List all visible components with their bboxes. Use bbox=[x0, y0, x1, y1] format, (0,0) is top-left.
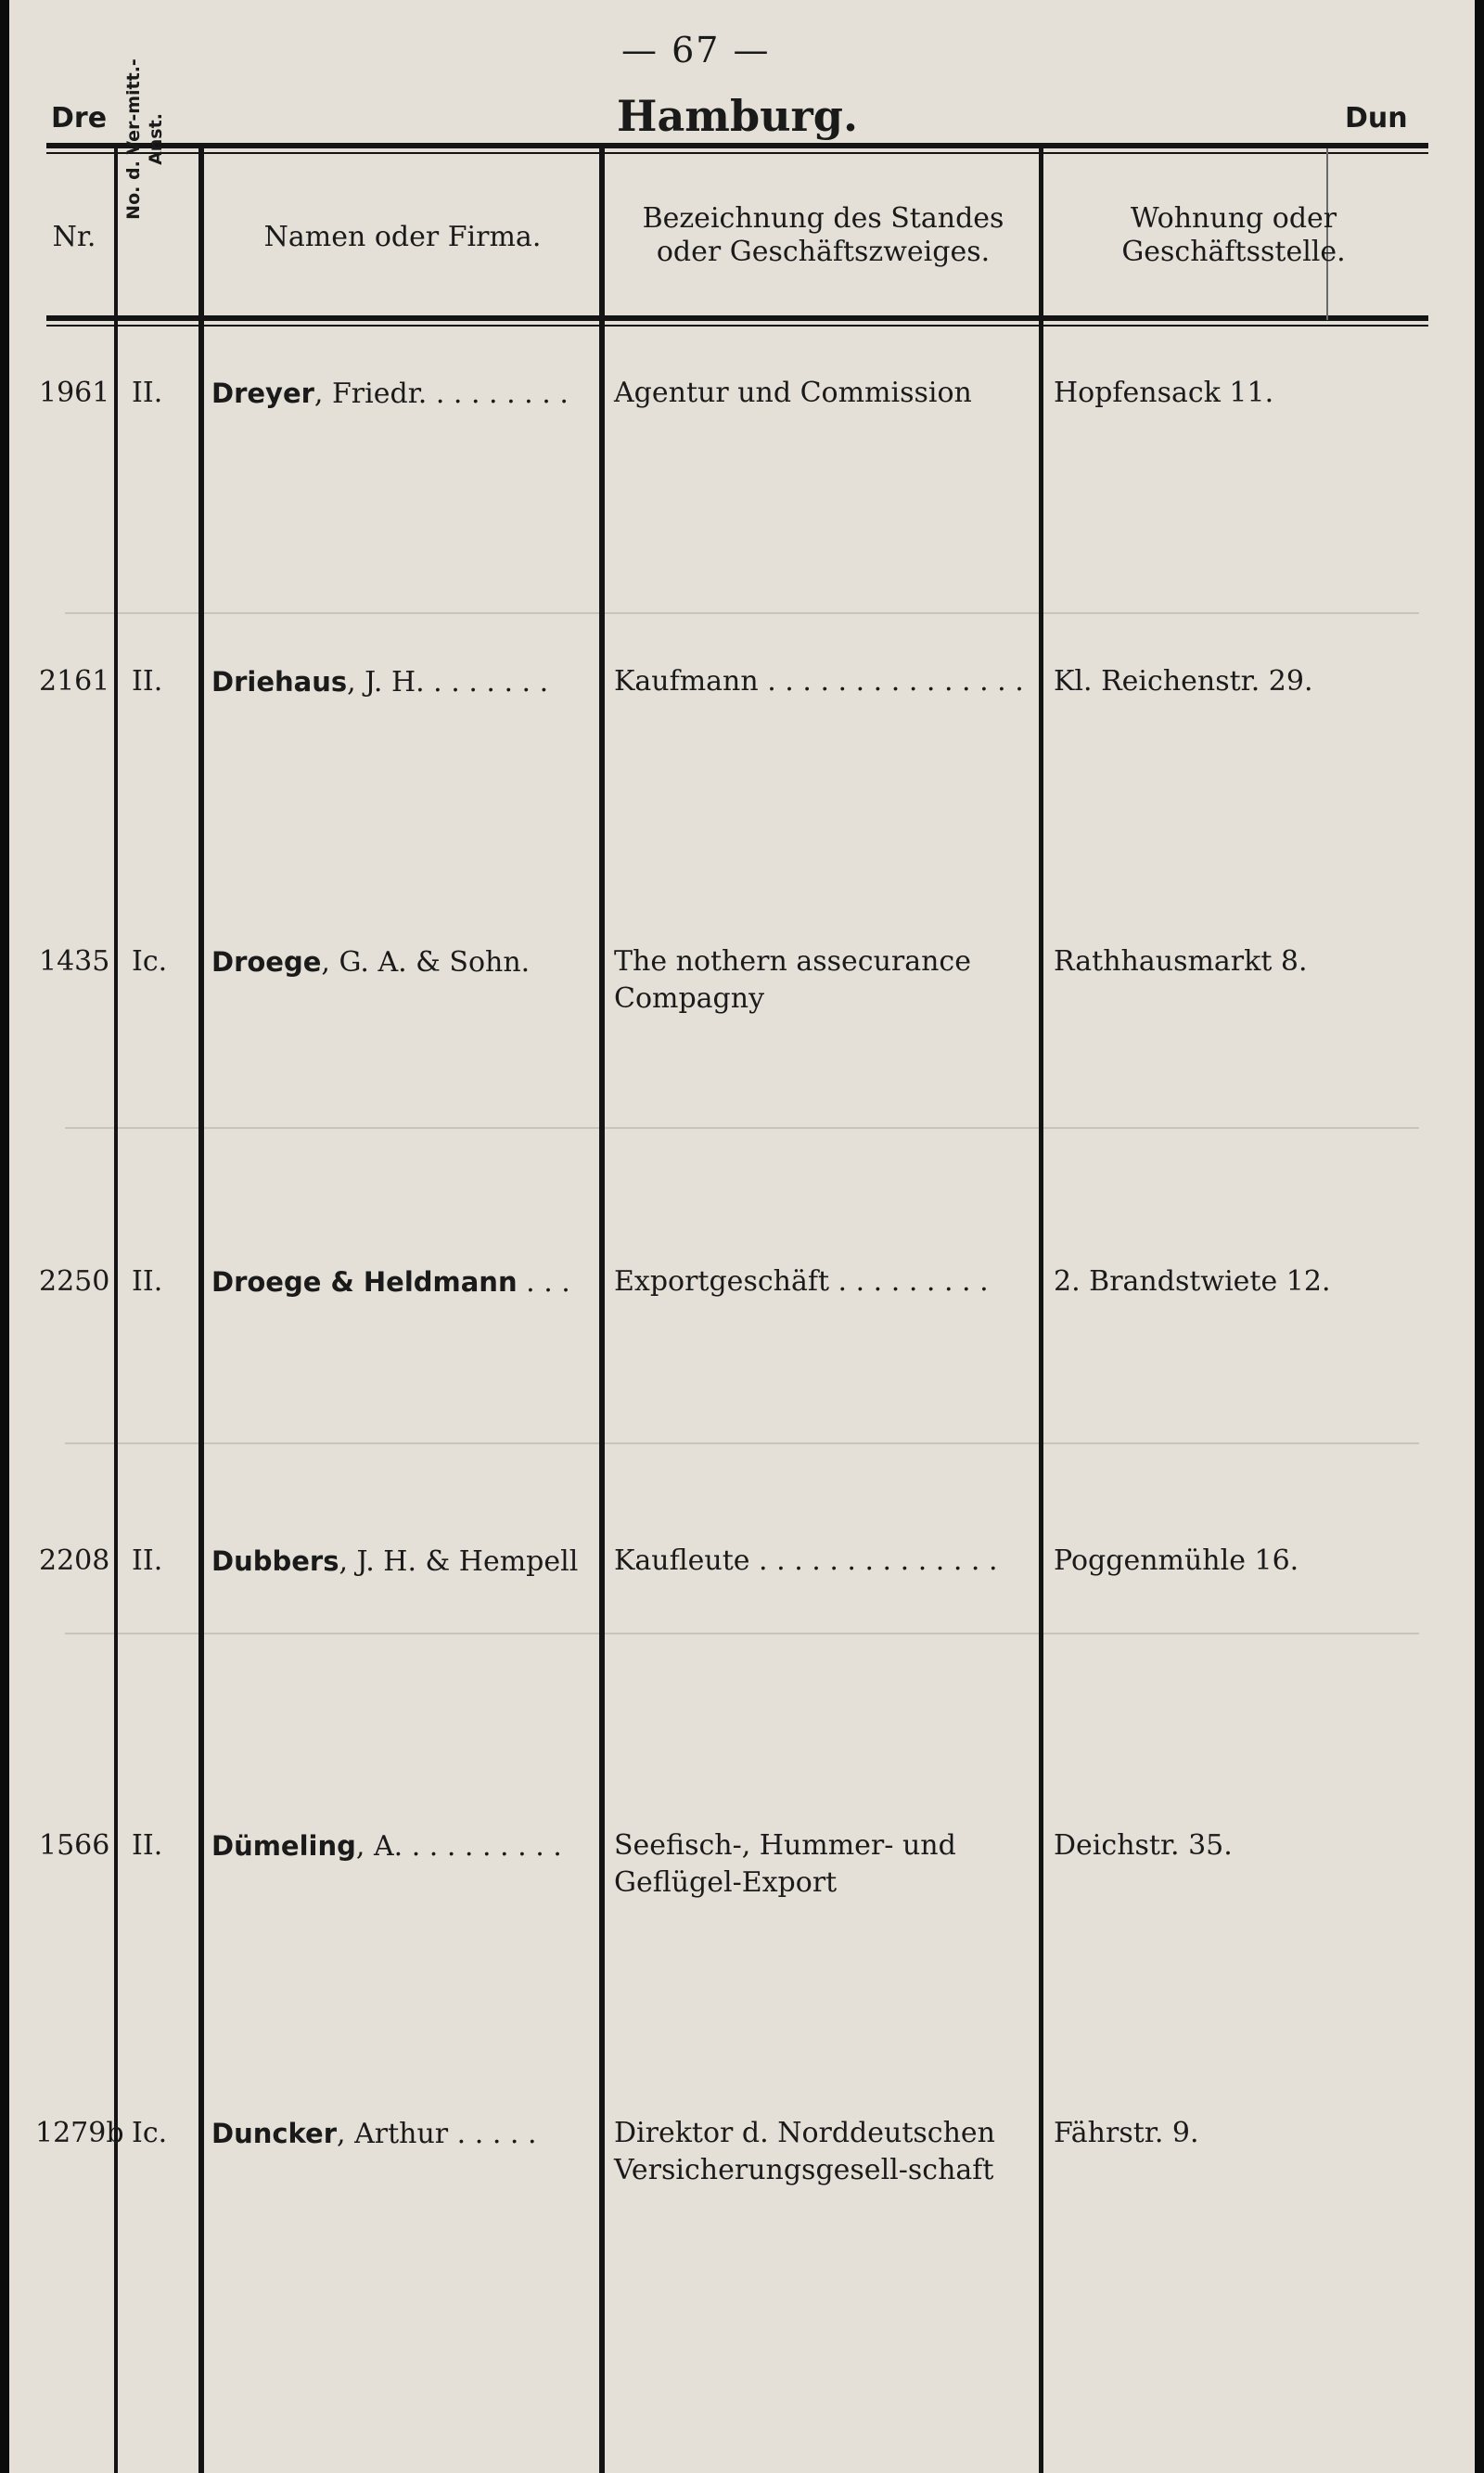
entry-name-bold: Driehaus bbox=[211, 666, 348, 698]
entry-wohnung: Rathhausmarkt 8. bbox=[1054, 945, 1308, 978]
entry-wohnung: Poggenmühle 16. bbox=[1054, 1544, 1299, 1577]
entry-class: Ic. bbox=[132, 2117, 168, 2149]
column-header-wohnung: Wohnung oder Geschäftsstelle. bbox=[1121, 202, 1346, 268]
entry-nr: 1961 bbox=[39, 377, 110, 409]
ledger-page bbox=[9, 0, 1475, 2473]
column-header-vermitt: No. d. Ver-mitt.-Anst. bbox=[123, 58, 166, 220]
entry-stand: Kaufleute . . . . . . . . . . . . . . bbox=[614, 1544, 998, 1577]
show-through-line bbox=[65, 1127, 1419, 1129]
header-bottom-rule-thin bbox=[46, 325, 1428, 327]
column-divider-name bbox=[599, 144, 605, 2473]
index-start-label: Dre bbox=[51, 102, 108, 135]
entry-name bbox=[211, 663, 548, 701]
entry-name-bold: Dümeling bbox=[211, 1830, 356, 1862]
entry-name-rest: , G. A. & Sohn. bbox=[321, 946, 531, 979]
entry-name-rest: , J. H. & Hempell bbox=[339, 1545, 579, 1578]
entry-nr: 2250 bbox=[39, 1265, 110, 1298]
entry-wohnung: Kl. Reichenstr. 29. bbox=[1054, 665, 1313, 698]
column-divider-stand bbox=[1039, 144, 1043, 2473]
entry-class: II. bbox=[132, 1829, 163, 1862]
entry-name-rest: , J. H. . . . . . . . bbox=[347, 666, 549, 698]
entry-stand: The nothern assecurance Compagny bbox=[614, 945, 971, 1015]
entry-name-bold: Droege & Heldmann bbox=[211, 1266, 518, 1298]
entry-stand: Exportgeschäft . . . . . . . . . bbox=[614, 1265, 989, 1298]
entry-name-rest: , A. . . . . . . . . . bbox=[355, 1830, 562, 1863]
header-bottom-rule bbox=[46, 315, 1428, 321]
entry-class: Ic. bbox=[132, 945, 168, 978]
show-through-line bbox=[65, 1442, 1419, 1444]
entry-name bbox=[211, 2115, 537, 2153]
entry-stand: Seefisch-, Hummer- und Geflügel-Export bbox=[614, 1829, 956, 1899]
entry-name-bold: Droege bbox=[211, 946, 322, 978]
entry-wohnung: Hopfensack 11. bbox=[1054, 377, 1274, 409]
entry-nr: 2161 bbox=[39, 665, 110, 698]
entry-name-rest: , Arthur . . . . . bbox=[337, 2118, 537, 2150]
entry-nr: 2208 bbox=[39, 1544, 110, 1577]
entry-name bbox=[211, 1263, 570, 1301]
entry-class: II. bbox=[132, 665, 163, 698]
column-header-nr: Nr. bbox=[52, 221, 96, 253]
column-header-name: Namen oder Firma. bbox=[263, 221, 542, 253]
entry-name bbox=[211, 1827, 562, 1865]
entry-stand: Agentur und Commission bbox=[614, 377, 972, 409]
entry-name-rest: . . . bbox=[517, 1266, 570, 1299]
entry-name bbox=[211, 943, 530, 981]
entry-stand: Kaufmann . . . . . . . . . . . . . . . bbox=[614, 665, 1024, 698]
entry-nr: 1435 bbox=[39, 945, 110, 978]
entry-class: II. bbox=[132, 377, 163, 409]
show-through-line bbox=[65, 1633, 1419, 1634]
header-top-rule bbox=[46, 143, 1428, 148]
entry-nr: 1566 bbox=[39, 1829, 110, 1862]
entry-class: II. bbox=[132, 1544, 163, 1577]
show-through-line bbox=[65, 612, 1419, 614]
entry-stand: Direktor d. Norddeutschen Versicherungsgesell-schaft bbox=[614, 2117, 995, 2186]
index-end-label: Dun bbox=[1345, 102, 1408, 135]
page-number: — 67 — bbox=[621, 30, 771, 70]
city-heading: Hamburg. bbox=[617, 91, 858, 141]
entry-wohnung: Fährstr. 9. bbox=[1054, 2117, 1199, 2149]
entry-name-bold: Duncker bbox=[211, 2118, 338, 2149]
entry-wohnung: Deichstr. 35. bbox=[1054, 1829, 1233, 1862]
entry-nr: 1279b bbox=[35, 2117, 124, 2149]
column-header-stand: Bezeichnung des Standes oder Geschäftszweiges. bbox=[642, 202, 1004, 268]
entry-wohnung: 2. Brandstwiete 12. bbox=[1054, 1265, 1331, 1298]
entry-name-bold: Dreyer bbox=[211, 378, 314, 409]
column-divider-vermitt bbox=[198, 144, 204, 2473]
entry-class: II. bbox=[132, 1265, 163, 1298]
entry-name bbox=[211, 1543, 578, 1581]
entry-name bbox=[211, 375, 569, 413]
entry-name-bold: Dubbers bbox=[211, 1545, 339, 1577]
entry-name-rest: , Friedr. . . . . . . . . bbox=[313, 378, 569, 410]
header-top-rule-thin bbox=[46, 152, 1428, 154]
